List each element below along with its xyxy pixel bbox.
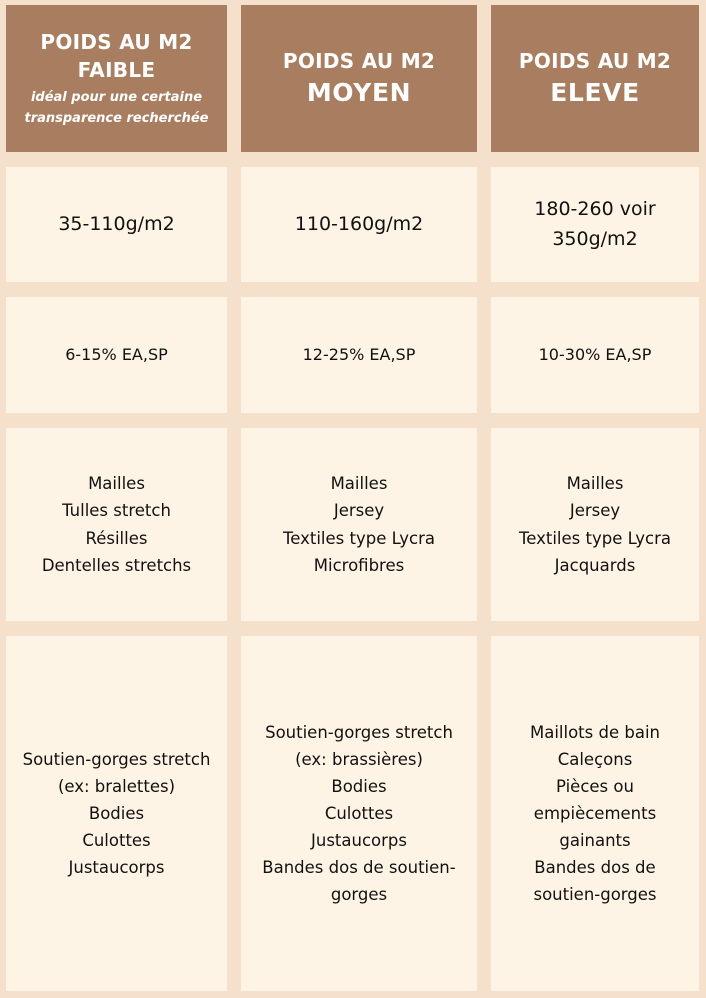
weight-cell-low (6, 167, 227, 282)
list-item: Résilles (85, 528, 148, 548)
garments-cell-medium (241, 636, 477, 991)
list-item: Bandes dos de soutien-gorges (533, 858, 657, 905)
garments-list-high (510, 719, 680, 908)
header-medium-title: POIDS AU M2 (282, 49, 436, 73)
elastane-cell-high (491, 297, 699, 413)
header-low-note: idéal pour une certaine transparence recherchée (24, 90, 209, 126)
list-item: Caleçons (557, 749, 633, 769)
list-item: Textiles type Lycra (282, 528, 436, 548)
weight-cell-high (491, 167, 699, 282)
fabrics-cell-medium (241, 428, 477, 621)
list-item: Dentelles stretchs (41, 555, 192, 575)
fabrics-list-high (519, 470, 671, 578)
header-high-level: ELEVE (550, 78, 640, 107)
header-low-title: POIDS AU M2 (40, 30, 193, 55)
list-item: Maillots de bain (529, 722, 660, 742)
garments-list-low (22, 746, 212, 881)
elastane-value-medium: 12-25% EA,SP (302, 345, 416, 364)
list-item: Justaucorps (311, 831, 407, 851)
fabrics-cell-high (491, 428, 699, 621)
list-item: Bodies (88, 803, 145, 823)
list-item: Textiles type Lycra (518, 528, 672, 548)
fabrics-cell-low (6, 428, 227, 621)
header-high-title: POIDS AU M2 (518, 49, 672, 73)
elastane-cell-medium (241, 297, 477, 413)
garments-cell-low (6, 636, 227, 991)
header-medium-weight (241, 5, 477, 152)
elastane-value-low: 6-15% EA,SP (65, 345, 168, 364)
weight-value-high: 180-260 voir 350g/m2 (534, 198, 656, 250)
header-medium-level: MOYEN (306, 78, 412, 107)
fabrics-list-low (42, 470, 191, 578)
header-low-level: FAIBLE (77, 58, 156, 83)
list-item: Soutien-gorges stretch (ex: brassières) (265, 722, 453, 769)
list-item: Mailles (566, 474, 624, 494)
list-item: Culottes (324, 803, 394, 823)
garments-list-medium (254, 719, 464, 908)
list-item: Culottes (82, 831, 151, 851)
list-item: Mailles (88, 474, 145, 494)
list-item: Tulles stretch (62, 501, 171, 521)
list-item: Soutien-gorges stretch (ex: bralettes) (22, 749, 211, 796)
weight-value-low: 35-110g/m2 (58, 212, 175, 235)
list-item: Bandes dos de soutien-gorges (262, 858, 456, 905)
weight-value-medium: 110-160g/m2 (294, 212, 424, 235)
list-item: Microfibres (313, 555, 405, 575)
fabrics-list-medium (283, 470, 435, 578)
list-item: Jersey (569, 501, 621, 521)
header-low-weight (6, 5, 227, 152)
list-item: Mailles (330, 474, 388, 494)
weight-cell-medium (241, 167, 477, 282)
elastane-cell-low (6, 297, 227, 413)
list-item: Justaucorps (68, 858, 165, 878)
header-high-weight (491, 5, 699, 152)
list-item: Pièces ou empiècements gainants (533, 776, 657, 851)
list-item: Jersey (333, 501, 385, 521)
list-item: Bodies (331, 776, 387, 796)
elastane-value-high: 10-30% EA,SP (538, 345, 652, 364)
garments-cell-high (491, 636, 699, 991)
list-item: Jacquards (554, 555, 636, 575)
